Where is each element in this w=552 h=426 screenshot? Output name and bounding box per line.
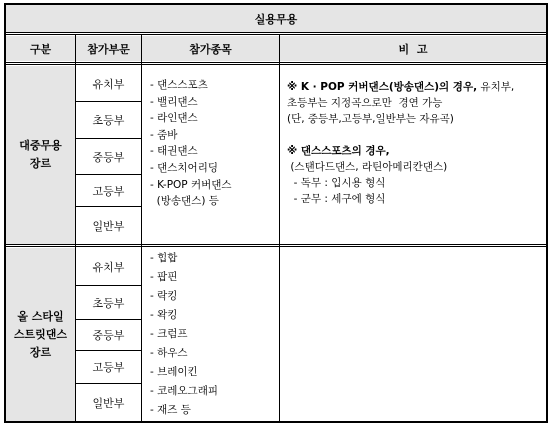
line-header-bottom — [4, 62, 548, 63]
line-title-bottom — [4, 32, 548, 33]
event-item: - 락킹 — [150, 290, 178, 302]
line-title-bottom-2 — [4, 34, 548, 35]
remark-dancesport-line3: - 독무 : 입시용 형식 — [287, 177, 386, 189]
remark-dancesport-line4: - 군무 : 세구에 형식 — [287, 193, 386, 205]
table-title: 실용무용 — [254, 12, 298, 26]
header-events: 참가종목 — [189, 42, 232, 56]
level-kindergarten: 유치부 — [92, 77, 125, 91]
event-item: - 힙합 — [150, 252, 178, 264]
remark-kpop-tail: 유치부, — [477, 81, 515, 93]
level-general-2: 일반부 — [92, 396, 125, 410]
events-list-street — [150, 249, 278, 420]
level-high-2: 고등부 — [92, 361, 125, 374]
event-item: - 댄스치어리딩 — [150, 161, 218, 174]
event-item: - 하우스 — [150, 347, 188, 359]
level-general: 일반부 — [92, 219, 125, 233]
level-middle-2: 중등부 — [92, 329, 125, 342]
line-header-bottom-2 — [4, 64, 548, 65]
event-item: - 코레오그래피 — [150, 385, 218, 397]
level-kindergarten-2: 유치부 — [92, 260, 125, 274]
header-category: 구분 — [29, 42, 52, 56]
event-item: - 태권댄스 — [150, 145, 198, 158]
col-line-2 — [141, 34, 142, 423]
events-list-popular — [150, 77, 278, 210]
category-popular-dance: 대중무용 장르 — [19, 139, 62, 170]
remark-kpop-line3: (단, 중등부,고등부,일반부는 자유곡) — [287, 113, 454, 125]
event-item: - 줌바 — [150, 128, 178, 141]
line-section-divider-2 — [4, 246, 548, 247]
event-item: - 크럼프 — [150, 328, 188, 340]
event-item: - K-POP 커버댄스 — [150, 178, 232, 191]
event-item: - 밸리댄스 — [150, 95, 198, 108]
header-remarks: 비 고 — [398, 42, 428, 56]
remark-kpop-line1 — [287, 79, 543, 95]
level-elementary: 초등부 — [92, 114, 125, 127]
col-line-3 — [279, 34, 280, 423]
remark-spacer — [287, 127, 543, 143]
remarks-popular — [287, 79, 543, 207]
category-street-dance: 올 스타일 스트릿댄스 장르 — [13, 309, 68, 359]
event-item: (방송댄스) 등 — [150, 195, 219, 208]
event-item: - 팝핀 — [150, 271, 178, 283]
level-elementary-2: 초등부 — [92, 296, 125, 310]
remark-kpop-line2: 초등부는 지정곡으로만 경연 가능 — [287, 97, 443, 109]
header-division: 참가부문 — [87, 42, 130, 56]
level-middle: 중등부 — [92, 150, 125, 164]
remark-kpop-heading: ※ K · POP 커버댄스(방송댄스)의 경우, — [287, 81, 478, 93]
event-item: - 재즈 등 — [150, 404, 191, 416]
remark-dancesport-heading: ※ 댄스스포츠의 경우, — [287, 145, 390, 157]
level-high: 고등부 — [92, 184, 125, 198]
remark-dancesport-line2: (스탠다드댄스, 라틴아메리칸댄스) — [287, 161, 448, 173]
event-item: - 브레이킨 — [150, 366, 198, 378]
line-section-divider — [4, 244, 548, 245]
event-item: - 댄스스포츠 — [150, 79, 208, 91]
event-item: - 라인댄스 — [150, 112, 198, 125]
event-item: - 왁킹 — [150, 309, 178, 321]
